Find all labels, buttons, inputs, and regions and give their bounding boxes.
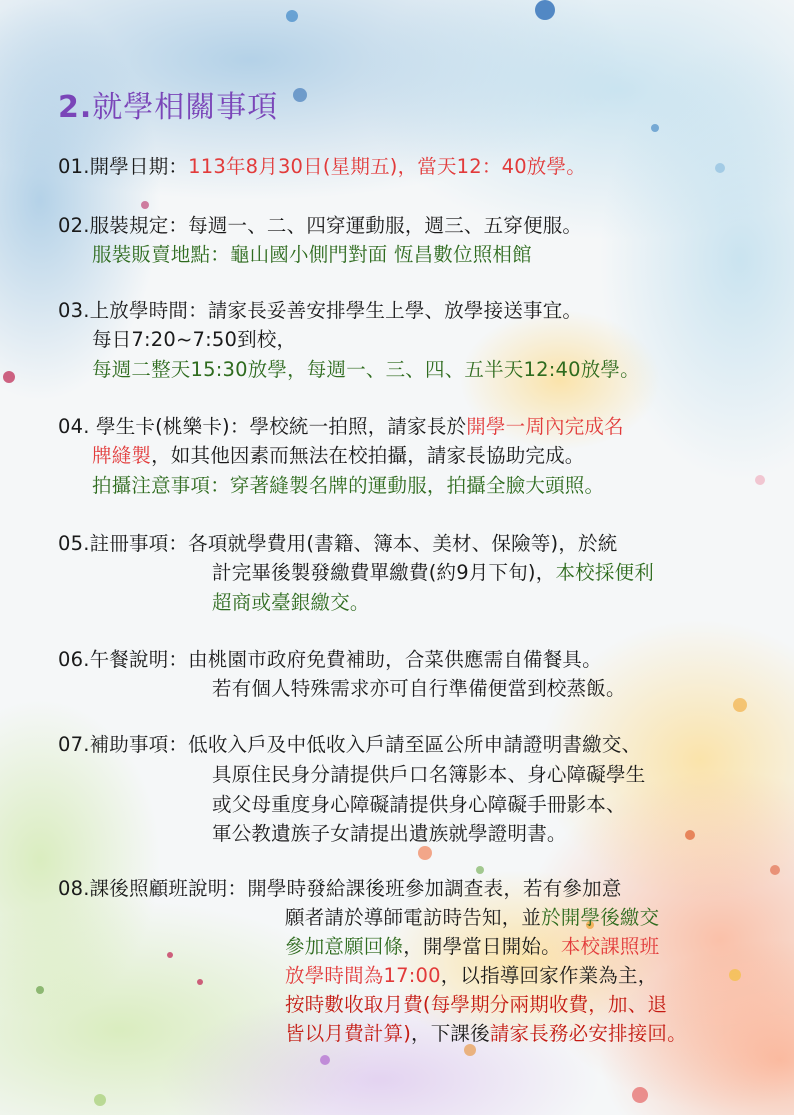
registration-text-1: 各項就學費用(書籍、簿本、美材、保險等)，於統 (188, 532, 618, 555)
item-03-line (58, 296, 582, 325)
photo-note: 拍攝注意事項：穿著縫製名牌的運動服，拍攝全臉大頭照。 (92, 474, 605, 497)
subsidy-text-4: 軍公教遺族子女請提出遺族就學證明書。 (212, 822, 567, 845)
registration-line-2 (212, 558, 654, 587)
item-02-label: 02.服裝規定： (58, 214, 189, 237)
afterschool-text-4a: 放學時間為17:00 (285, 964, 441, 987)
lunch-text-2: 若有個人特殊需求亦可自行準備便當到校蒸飯。 (212, 677, 626, 700)
subsidy-text-3: 或父母重度身心障礙請提供身心障礙手冊影本、 (212, 793, 626, 816)
item-02-line (58, 211, 582, 240)
afterschool-text-6a: 皆以月費計算) (285, 1022, 412, 1045)
item-01-line (58, 152, 586, 181)
afterschool-text-3c: 本校課照班 (560, 935, 660, 958)
payment-method-1: 本校採便利 (555, 561, 654, 584)
student-card-text-2: ，如其他因素而無法在校拍攝，請家長協助完成。 (151, 444, 585, 467)
afterschool-text-2b: 於開學後繳交 (541, 906, 660, 929)
uniform-shop-note: 服裝販賣地點：龜山國小側門對面 恆昌數位照相館 (92, 243, 532, 266)
afterschool-text-5: 按時數收取月費(每學期分兩期收費，加、退 (285, 993, 668, 1016)
afterschool-text-2a: 願者請於導師電訪時告知，並 (285, 906, 542, 929)
name-tag-sewing: 牌縫製 (92, 444, 152, 467)
afterschool-text-6b: ，下課後 (411, 1022, 490, 1045)
item-06-line (58, 645, 602, 674)
subsidy-text-2: 具原住民身分請提供戶口名簿影本、身心障礙學生 (212, 763, 646, 786)
item-04-label: 04. 學生卡(桃樂卡)： (58, 415, 250, 438)
afterschool-text-4b: ，以指導回家作業為主， (440, 964, 658, 987)
school-start-date: 113年8月30日(星期五)，當天12：40放學。 (188, 155, 586, 178)
item-06-label: 06.午餐說明： (58, 648, 189, 671)
item-05-label: 05.註冊事項： (58, 532, 189, 555)
item-08-line (58, 874, 622, 903)
payment-method-2: 超商或臺銀繳交。 (212, 591, 370, 614)
registration-text-2: 計完畢後製發繳費單繳費(約9月下旬)， (212, 561, 556, 584)
section-number: 2. (58, 90, 93, 125)
afterschool-text-3a: 參加意願回條 (285, 935, 404, 958)
item-04-line-2 (92, 441, 585, 470)
afterschool-line-6 (285, 1019, 687, 1048)
name-tag-deadline: 開學一周內完成名 (466, 415, 624, 438)
lunch-text-1: 由桃園市政府免費補助，合菜供應需自備餐具。 (188, 648, 602, 671)
item-07-line (58, 730, 641, 759)
item-05-line (58, 529, 617, 558)
subsidy-text-1: 低收入戶及中低收入戶請至區公所申請證明書繳交、 (188, 733, 642, 756)
student-card-text: 學校統一拍照，請家長於 (249, 415, 467, 438)
afterschool-line-2 (285, 903, 659, 932)
dress-code-text: 每週一、二、四穿運動服，週三、五穿便服。 (188, 214, 583, 237)
afterschool-line-3 (285, 932, 659, 961)
item-07-label: 07.補助事項： (58, 733, 189, 756)
arrival-time: 每日7:20~7:50到校， (92, 328, 297, 351)
afterschool-text-3b: ，開學當日開始。 (403, 935, 561, 958)
item-03-label: 03.上放學時間： (58, 299, 208, 322)
section-heading: 就學相關事項 (92, 90, 279, 125)
section-title (58, 82, 278, 126)
item-01-label: 01.開學日期： (58, 155, 189, 178)
pickup-text: 請家長妥善安排學生上學、放學接送事宜。 (207, 299, 583, 322)
afterschool-text-6c: 請家長務必安排接回。 (489, 1022, 687, 1045)
item-04-line (58, 412, 624, 441)
item-08-label: 08.課後照顧班說明： (58, 877, 248, 900)
afterschool-line-4 (285, 961, 657, 990)
dismissal-time: 每週二整天15:30放學，每週一、三、四、五半天12:40放學。 (92, 358, 640, 381)
afterschool-text-1: 開學時發給課後班參加調查表，若有參加意 (247, 877, 622, 900)
